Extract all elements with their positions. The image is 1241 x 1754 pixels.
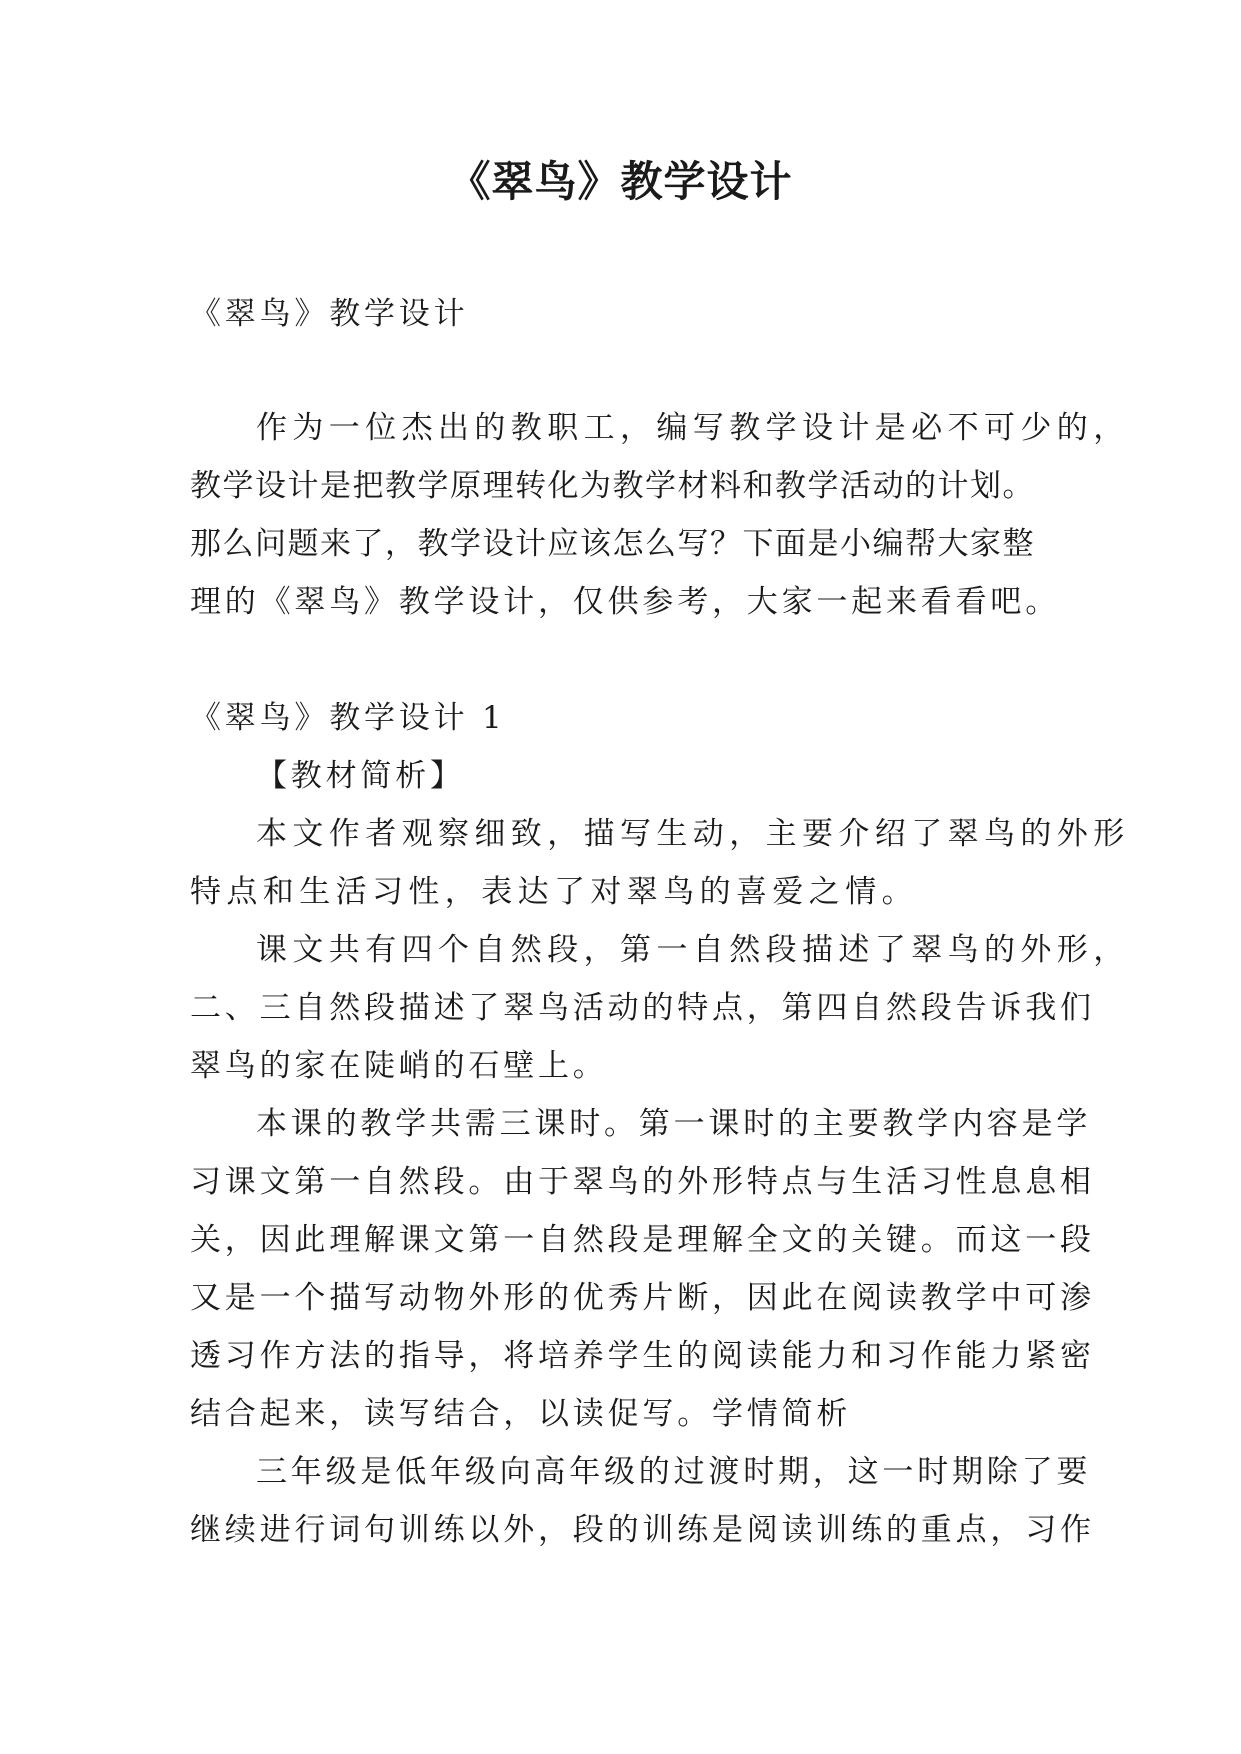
intro-line: 那么问题来了，教学设计应该怎么写？下面是小编帮大家整	[190, 526, 1035, 562]
paragraph-line: 继续进行词句训练以外，段的训练是阅读训练的重点，习作	[190, 1512, 1095, 1548]
paragraph-line: 透习作方法的指导，将培养学生的阅读能力和习作能力紧密	[190, 1338, 1095, 1374]
intro-line: 作为一位杰出的教职工，编写教学设计是必不可少的，	[256, 410, 1130, 446]
document-subtitle: 《翠鸟》教学设计	[190, 296, 469, 332]
paragraph-line: 特点和生活习性，表达了对翠鸟的喜爱之情。	[190, 874, 918, 910]
paragraph-line: 翠鸟的家在陡峭的石壁上。	[190, 1048, 608, 1084]
section-heading: 《翠鸟》教学设计 1	[190, 700, 506, 736]
intro-line: 理的《翠鸟》教学设计，仅供参考，大家一起来看看吧。	[190, 584, 1060, 620]
paragraph-line: 又是一个描写动物外形的优秀片断，因此在阅读教学中可渗	[190, 1280, 1095, 1316]
paragraph-line: 关，因此理解课文第一自然段是理解全文的关键。而这一段	[190, 1222, 1095, 1258]
paragraph-line: 二、三自然段描述了翠鸟活动的特点，第四自然段告诉我们	[190, 990, 1095, 1026]
textbook-heading: 【教材简析】	[256, 758, 465, 794]
paragraph-line: 三年级是低年级向高年级的过渡时期，这一时期除了要	[256, 1454, 1092, 1490]
paragraph-line: 本课的教学共需三课时。第一课时的主要教学内容是学	[256, 1106, 1092, 1142]
paragraph-line: 课文共有四个自然段，第一自然段描述了翠鸟的外形，	[256, 932, 1130, 968]
paragraph-line: 习课文第一自然段。由于翠鸟的外形特点与生活习性息息相	[190, 1164, 1095, 1200]
document-title: 《翠鸟》教学设计	[448, 157, 793, 206]
paragraph-line: 本文作者观察细致，描写生动，主要介绍了翠鸟的外形	[256, 816, 1130, 852]
intro-line: 教学设计是把教学原理转化为教学材料和教学活动的计划。	[190, 468, 1035, 504]
paragraph-line: 结合起来，读写结合，以读促写。学情简析	[190, 1396, 852, 1432]
